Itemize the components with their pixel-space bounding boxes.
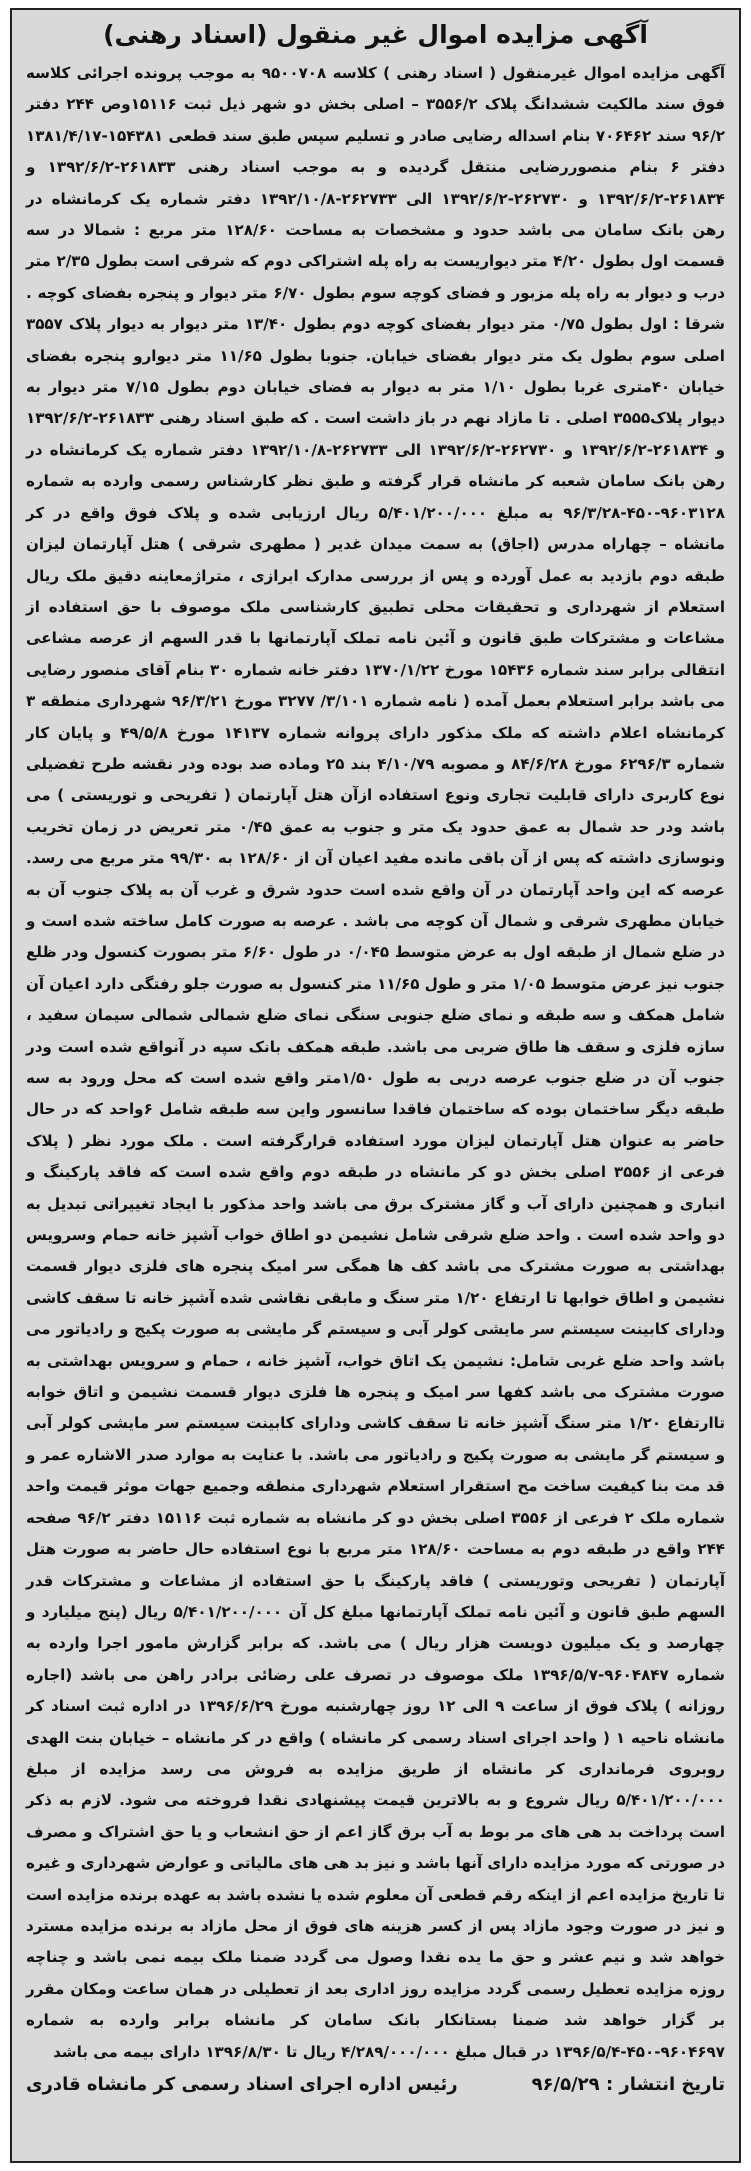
notice-footer	[26, 2070, 725, 2100]
notice-title: آگهی مزایده اموال غیر منقول (اسناد رهنی)	[103, 20, 648, 49]
auction-notice-clipping	[10, 8, 741, 2163]
publication-date-label: تاریخ انتشار :	[605, 2074, 725, 2095]
signature-line: رئیس اداره اجرای اسناد رسمی کر مانشاه قادری	[26, 2074, 458, 2095]
publication-date-value: ۹۶/۵/۲۹	[531, 2074, 600, 2095]
notice-body: آگهی مزایده اموال غیرمنقول ( اسناد رهنی ) کلاسه ۹۵۰۰۷۰۸ به موجب پرونده اجرائی کلاسه فوق سند مالکیت ششدانگ پلاک ۳۵۵۶/۲ – اصلی بخش دو شهر ذیل ثبت ۱۵۱۱۶وص ۲۴۴ دفتر ۹۶/۲ سند ۷۰۶۴۶۲ بنام اسداله رضایی صادر و تسلیم سپس طبق سند قطعی ۱۵۴۳۸۱-۱۳۸۱/۴/۱۷ دفتر ۶ بنام منصوررضایی منتقل گردیده و به موجب اسناد رهنی ۲۶۱۸۳۳-۱۳۹۲/۶/۲ و ۲۶۱۸۳۴-۱۳۹۲/۶/۲ و ۲۶۲۷۳۰-۱۳۹۲/۶/۲ الی ۲۶۲۷۳۳-۱۳۹۲/۱۰/۸ دفتر شماره یک کرمانشاه در رهن بانک سامان می باشد حدود و مشخصات به مساحت ۱۲۸/۶۰ متر مربع : شمالا در سه قسمت اول بطول ۴/۲۰ متر دیواریست به راه پله اشتراکی دوم که شرقی است بطول ۲/۳۵ متر درب و دیوار به راه پله مزبور و فضای کوچه سوم بطول ۶/۷۰ متر دیوار و پنجره بفضای کوچه . شرقا : اول بطول ۰/۷۵ متر دیوار بفضای کوچه دوم بطول ۱۳/۴۰ متر دیوار به دیوار پلاک ۳۵۵۷ اصلی سوم بطول یک متر دیوار بفضای خیابان. جنوبا بطول ۱۱/۶۵ متر دیوارو پنجره بفضای خیابان ۴۰متری غربا بطول ۱/۱۰ متر به دیوار به فضای خیابان دوم بطول ۷/۱۵ متر دیوار به دیوار پلاک۳۵۵۵ اصلی . تا مازاد نهم در باز داشت است . که طبق اسناد رهنی ۲۶۱۸۳۳-۱۳۹۲/۶/۲ و ۲۶۱۸۳۴-۱۳۹۲/۶/۲ و ۲۶۲۷۳۰-۱۳۹۲/۶/۲ الی ۲۶۲۷۳۳-۱۳۹۲/۱۰/۸ دفتر شماره یک کرمانشاه در رهن بانک سامان شعبه کر مانشاه قرار گرفته و طبق نظر کارشناس رسمی وارده به شماره ۹۶۰۳۱۲۸-۴۵۰-۹۶/۳/۲۸ به مبلغ ۵/۴۰۱/۲۰۰/۰۰۰ ریال ارزیابی شده و پلاک فوق واقع در کر مانشاه – چهاراه مدرس (اجاق) به سمت میدان غدیر ( مطهری شرقی ) هتل آپارتمان لیزان طبقه دوم بازدید به عمل آورده و پس از بررسی مدارک ابرازی ، متراژمعاینه دقیق ملک ریال استعلام از شهرداری و تحقیقات محلی تطبیق کارشناسی ملک موصوف با حق استفاده از مشاعات و مشترکات طبق قانون و آئین نامه تملک آپارتمانها با قدر السهم از عرصه مشاعی انتقالی برابر سند شماره ۱۵۴۳۶ مورخ ۱۳۷۰/۱/۲۲ دفتر خانه شماره ۳۰ بنام آقای منصور رضایی می باشد برابر استعلام بعمل آمده ( نامه شماره ۳/۱۰۱/ ۳۲۷۷ مورخ ۹۶/۳/۲۱ شهرداری منطقه ۳ کرمانشاه اعلام داشته که ملک مذکور دارای پروانه شماره ۱۴۱۳۷ مورخ ۴۹/۵/۸ و پایان کار شماره ۶۲۹۶/۳ مورخ ۸۴/۶/۲۸ و مصوبه ۴/۱۰/۷۹ بند ۲۵ وماده صد بوده ودر نقشه طرح تفضیلی نوع کاربری دارای قابلیت تجاری ونوع استفاده ازآن هتل آپارتمان ( تفریحی و توریستی ) می باشد ودر حد شمال به عمق حدود یک متر و جنوب به عمق ۰/۴۵ متر تعریض در زمان تخریب ونوسازی داشته که پس از آن باقی مانده مفید اعیان آن از ۱۲۸/۶۰ به ۹۹/۳۰ متر مربع می رسد. عرصه که این واحد آپارتمان در آن واقع شده است حدود شرق و غرب آن به پلاک جنوب آن به خیابان مطهری شرقی و شمال آن کوچه می باشد . عرصه به صورت کامل ساخته شده است و در ضلع شمال از طبقه اول به عرض متوسط ۰/۰۴۵ در طول ۶/۶۰ متر بصورت کنسول ودر ظلع جنوب نیز عرض متوسط ۱/۰۵ متر و طول ۱۱/۶۵ متر کنسول به صورت جلو رفتگی دارد اعیان آن شامل همکف و سه طبقه و نمای ضلع جنوبی سنگی نمای ضلع شمالی شمالی سیمان سفید ، سازه فلزی و سقف ها طاق ضربی می باشد. طبقه همکف بانک سپه در آنواقع شده است ودر جنوب آن در ضلع جنوب عرصه دربی به طول ۱/۵۰متر واقع شده است که محل ورود به سه طبقه دیگر ساختمان بوده که ساختمان فاقدا سانسور واین سه طبقه شامل ۶واحد که در حال حاضر به عنوان هتل آپارتمان لیزان مورد استفاده قرارگرفته است . ملک مورد نظر ( پلاک فرعی از ۳۵۵۶ اصلی بخش دو کر مانشاه در طبقه دوم واقع شده است که فاقد پارکینگ و انباری و همچنین دارای آب و گاز مشترک برق می باشد واحد مذکور با ایجاد تغییراتی تبدیل به دو واحد شده است . واحد ضلع شرقی شامل نشیمن دو اطاق خواب آشپز خانه حمام وسرویس بهداشتی به صورت مشترک می باشد کف ها همگی سر امیک پنجره های فلزی دیوار قسمت نشیمن و اطاق خوابها تا ارتفاع ۱/۲۰ متر سنگ و مابقی نقاشی شده آشپز خانه تا سقف کاشی ودارای کابینت سیستم سر مایشی کولر آبی و سیستم گر مایشی به صورت پکیج و رادیاتور می باشد واحد ضلع غربی شامل: نشیمن یک اتاق خواب، آشپز خانه ، حمام و سرویس بهداشتی به صورت مشترک می باشد کفها سر امیک و پنجره ها فلزی دیوار قسمت نشیمن و اتاق خوابه تاارتفاع ۱/۲۰ متر سنگ آشپز خانه تا سقف کاشی ودارای کابینت سیستم سر مایشی کولر آبی و سیستم گر مایشی به صورت پکیج و رادیاتور می باشد. با عنایت به موارد صدر الاشاره عمر و قد مت بنا کیفیت ساخت مح استقرار استعلام شهرداری منطقه وجمیع جهات موثر قیمت واحد شماره ملک ۲ فرعی از ۳۵۵۶ اصلی بخش دو کر مانشاه به شماره ثبت ۱۵۱۱۶ دفتر ۹۶/۲ صفحه ۲۴۴ واقع در طبقه دوم به مساحت ۱۲۸/۶۰ متر مربع با نوع استفاده حال حاضر به صورت هتل آپارتمان ( تفریحی وتوریستی ) فاقد پارکینگ با حق استفاده از مشاعات و مشترکات قدر السهم طبق قانون و آئین نامه تملک آپارتمانها مبلغ کل آن ۵/۴۰۱/۲۰۰/۰۰۰ ریال (پنج میلیارد و چهارصد و یک میلیون دویست هزار ریال ) می باشد. که برابر گزارش مامور اجرا وارده به شماره ۹۶۰۴۸۴۷-۱۳۹۶/۵/۷ ملک موصوف در تصرف علی رضائی برادر راهن می باشد (اجاره روزانه ) پلاک فوق از ساعت ۹ الی ۱۲ روز چهارشنبه مورخ ۱۳۹۶/۶/۲۹ در اداره ثبت اسناد کر مانشاه ناحیه ۱ ( واحد اجرای اسناد رسمی کر مانشاه ) واقع در کر مانشاه – خیابان بنت الهدی روبروی فرمانداری کر مانشاه از طریق مزایده به فروش می رسد مزایده از مبلغ ۵/۴۰۱/۲۰۰/۰۰۰ ریال شروع و به بالاترین قیمت پیشنهادی نقدا فروخته می شود. لازم به ذکر است پرداخت بد هی های مر بوط به آب برق گاز اعم از حق انشعاب و یا حق اشتراک و مصرف در صورتی که مورد مزایده دارای آنها باشد و نیز بد هی های مالیاتی و عوارض شهرداری و غیره تا تاریخ مزایده اعم از اینکه رقم قطعی آن معلوم شده یا نشده باشد به عهده برنده مزایده است و نیز در صورت وجود مازاد پس از کسر هزینه های فوق از محل مازاد به برنده مزایده مسترد خواهد شد و نیم عشر و حق ما یده نقدا وصول می گردد ضمنا ملک بیمه نمی باشد و چناچه روزه مزایده تعطیل رسمی گردد مزایده روز اداری بعد از تعطیلی در همان ساعت ومکان مقرر بر گزار خواهد شد ضمنا بستانکار بانک سامان کر مانشاه برابر وارده به شماره ۹۶۰۴۶۹۷-۴۵۰-۱۳۹۶/۵/۴ در قبال مبلغ ۴/۲۸۹/۰۰۰/۰۰۰ ریال تا ۱۳۹۶/۸/۳۰ دارای بیمه می باشد	[26, 64, 726, 2061]
publication-date	[532, 2070, 725, 2100]
